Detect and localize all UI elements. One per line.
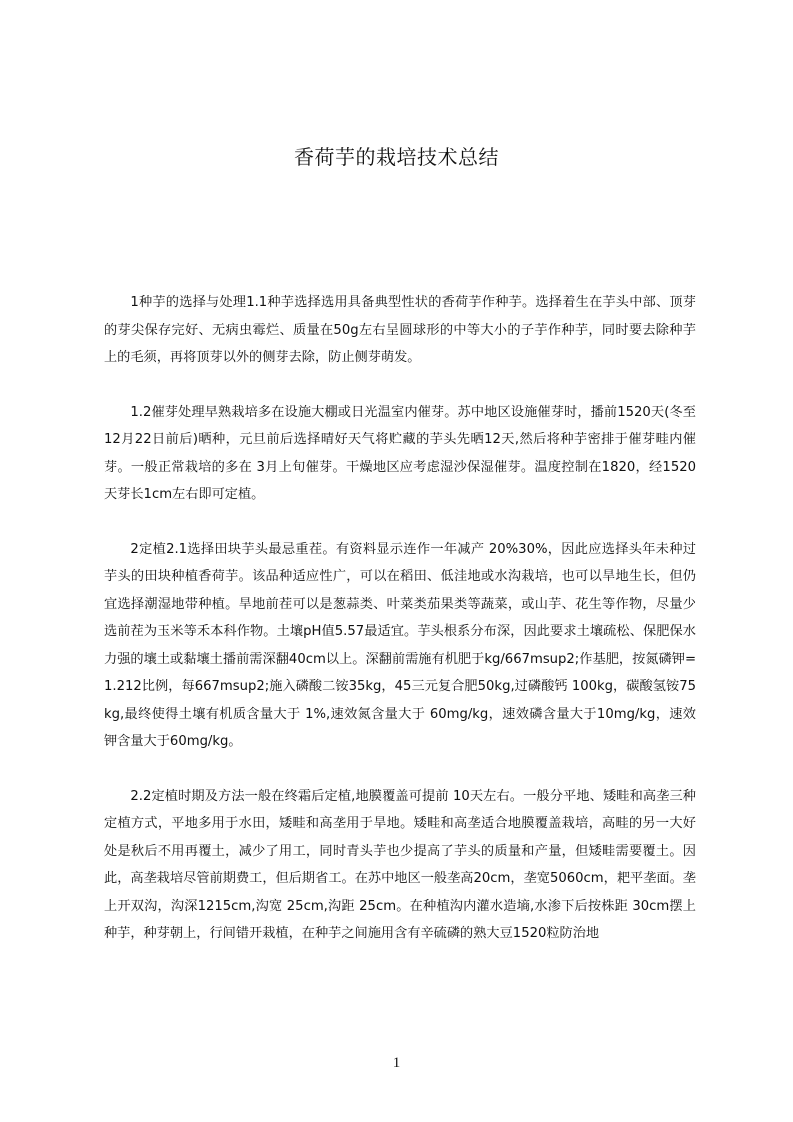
paragraph-planting-method: 2.2定植时期及方法一般在终霜后定植,地膜覆盖可提前 10天左右。一般分平地、矮畦和高垄三种定植方式，平地多用于水田，矮畦和高垄用于旱地。矮畦和高垄适合地膜覆盖栽培，高畦的另一大好处是秋后不用再覆土，减少了用工，同时青头芋也少提高了芋头的质量和产量，但矮畦需要覆土。因此，高垄栽培尽管前期费工，但后期省工。在苏中地区一般垄高20cm，垄宽5060cm，耙平垄面。垄上开双沟，沟深1215cm,沟宽 25cm,沟距 25cm。在种植沟内灌水造墒,水渗下后按株距 30cm摆上种芋，种芽朝上，行间错开栽植，在种芋之间施用含有辛硫磷的熟大豆1520粒防治地 xyxy=(104,788,696,941)
document-body xyxy=(104,289,696,975)
paragraph-field-selection: 2定植2.1选择田块芋头最忌重茬。有资料显示连作一年减产 20%30%，因此应选择头年未种过芋头的田块种植香荷芋。该品种适应性广，可以在稻田、低洼地或水沟栽培，也可以旱地生长，但仍宜选择潮湿地带种植。旱地前茬可以是葱蒜类、叶菜类茄果类等蔬菜，或山芋、花生等作物，尽量少选前茬为玉米等禾本科作物。土壤pH值5.57最适宜。芋头根系分布深，因此要求土壤疏松、保肥保水力强的壤土或黏壤土播前需深翻40cm以上。深翻前需施有机肥于kg/667msup2;作基肥，按氮磷钾=1.212比例，每667msup2;施入磷酸二铵35kg，45三元复合肥50kg,过磷酸钙 100kg，碳酸氢铵75kg,最终使得土壤有机质含量大于 1%,速效氮含量大于 60mg/kg，速效磷含量大于10mg/kg，速效钾含量大于60mg/kg。 xyxy=(104,541,696,749)
page-number: 1 xyxy=(392,1055,401,1071)
paragraph-seed-selection: 1种芋的选择与处理1.1种芋选择选用具备典型性状的香荷芋作种芋。选择着生在芋头中部、顶芽的芽尖保存完好、无病虫霉烂、质量在50g左右呈圆球形的中等大小的子芋作种芋，同时要去除种芋上的毛须，再将顶芽以外的侧芽去除，防止侧芽萌发。 xyxy=(104,295,696,365)
document-title: 香荷芋的栽培技术总结 xyxy=(294,145,499,169)
paragraph-sprouting: 1.2催芽处理早熟栽培多在设施大棚或日光温室内催芽。苏中地区设施催芽时，播前1520天(冬至 12月22日前后)晒种，元旦前后选择晴好天气将贮藏的芋头先晒12天,然后将种芋密排于催芽畦内催芽。一般正常栽培的多在 3月上旬催芽。干燥地区应考虑湿沙保湿催芽。温度控制在1820，经1520天芽长1cm左右即可定植。 xyxy=(104,404,696,502)
